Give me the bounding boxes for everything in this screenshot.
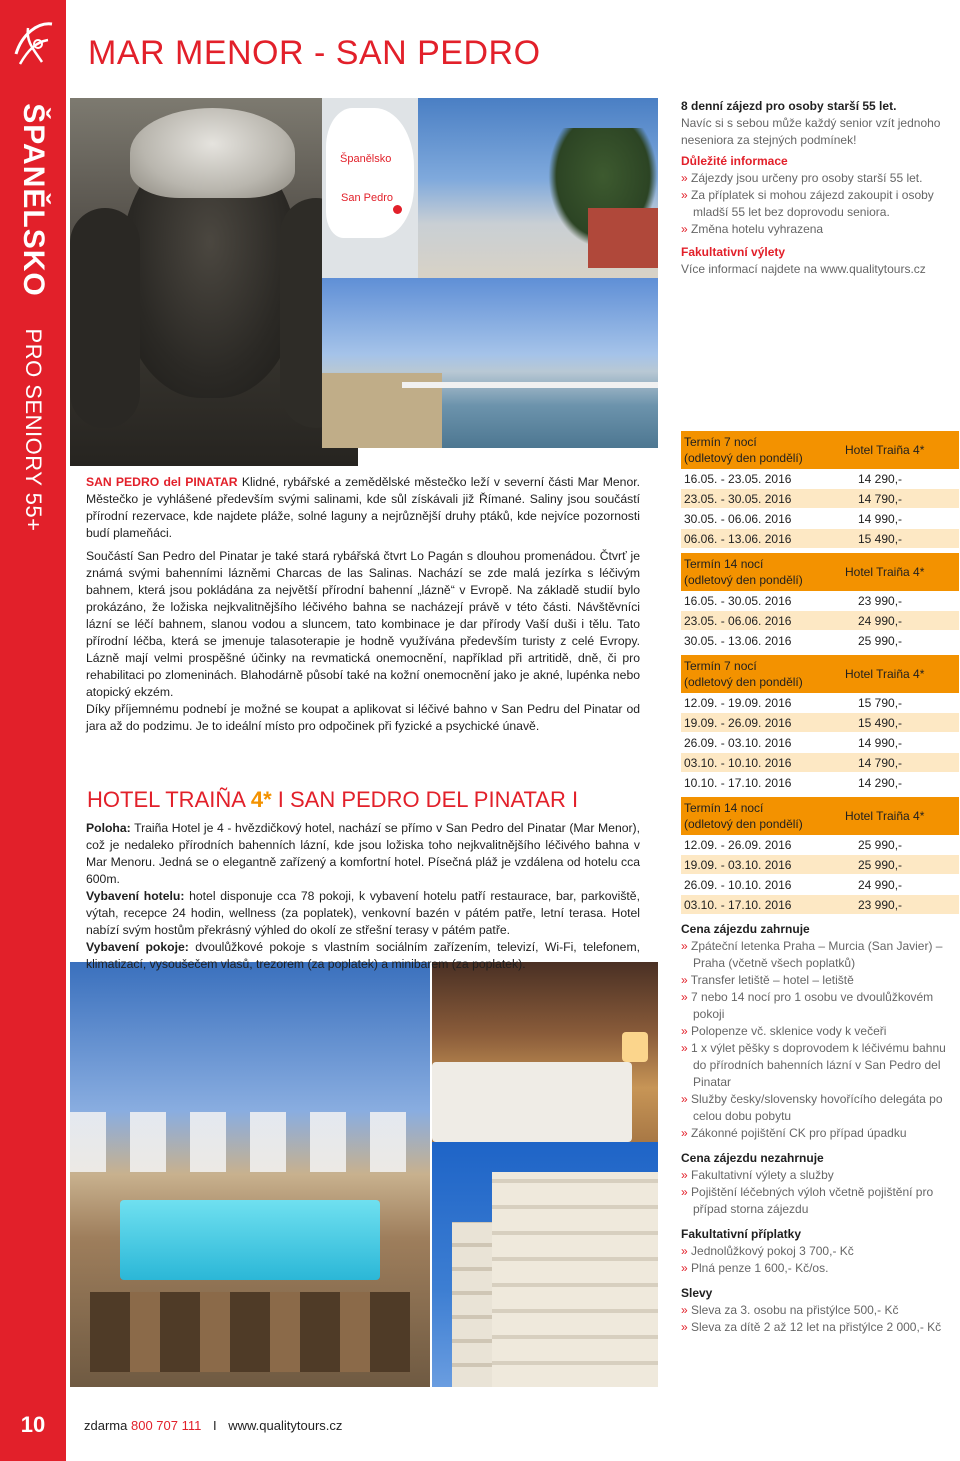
side-segment-label: PRO SENIORY 55+ xyxy=(21,328,46,532)
bullet-icon: » xyxy=(681,1303,692,1317)
hotel-title xyxy=(87,787,578,813)
hotel-building-photo xyxy=(432,1142,658,1387)
discounts-title: Slevy xyxy=(681,1286,713,1300)
table-row xyxy=(681,713,959,733)
row-date: 30.05. - 13.06. 2016 xyxy=(684,634,792,648)
price-table-rows xyxy=(681,591,959,651)
bullet-icon: » xyxy=(681,1320,692,1334)
room-amenities-text: dvoulůžkové pokoje s vlastním sociálním zařízením, televizí, Wi-Fi, telefonem, klimatizací, vysoušečem vlasů, trezorem (za poplatek) a minibarem (za poplatek). xyxy=(86,940,640,971)
list-item: » Zákonné pojištění CK pro případ úpadku xyxy=(681,1126,907,1140)
bullet-icon: » xyxy=(681,188,692,202)
list-item: » Sleva za 3. osobu na přistýlce 500,- Kč xyxy=(681,1303,899,1317)
row-date: 16.05. - 23.05. 2016 xyxy=(684,472,792,486)
list-item: » Fakultativní výlety a služby xyxy=(681,1168,834,1182)
list-item: » Transfer letiště – hotel – letiště xyxy=(681,973,854,987)
page-number: 10 xyxy=(20,1412,46,1437)
list-item: » Jednolůžkový pokoj 3 700,- Kč xyxy=(681,1244,854,1258)
bullet-icon: » xyxy=(681,939,692,953)
row-price: 25 990,- xyxy=(858,838,903,852)
row-price: 14 790,- xyxy=(858,492,903,506)
list-item: » Zájezdy jsou určeny pro osoby starší 55 let. xyxy=(681,171,923,185)
footer-separator: I xyxy=(212,1418,217,1433)
map-country-label: Španělsko xyxy=(340,153,392,165)
row-date: 12.09. - 26.09. 2016 xyxy=(684,838,792,852)
row-price: 25 990,- xyxy=(858,858,903,872)
important-info-title: Důležité informace xyxy=(681,154,788,168)
hotel-location-text: Traiña Hotel je 4 - hvězdičkový hotel, nachází se přímo v San Pedro del Pinatar (Mar Menor), což je nedaleko přírodních bahenních lázní, kde jsou ložiska toho nejkvalitnějšího léčivého bahna v Mar Menoru. Jedná se o elegantně zařízený a komfortní hotel. Písečná pláž je vzdálena od hotelu cca 600m. xyxy=(86,821,640,886)
table-row xyxy=(681,611,959,631)
destination-description xyxy=(86,474,640,741)
term-departure: (odletový den pondělí) xyxy=(684,451,803,465)
price-table-rows xyxy=(681,469,959,549)
intro-paragraph-2: Součástí San Pedro del Pinatar je také stará rybářská čtvrt Lo Pagán s dlouhou promenádou. Čtvrť je známá svými bahenními lázněmi Charcas de las Salinas. Nachází se zde malá jezírka s léčivým bahnem, která jsou pokládána za největší přírodní bahenní „lázně“ v Evropě. Na základě studií bylo prokázáno, že ložiska nejkvalitnějšího léčivého bahna se nacházejí právě v této části. Návštěvníci lázní se léčí bahnem, slanou vodou a sluncem, tato kombinace je dar přírody Vaší duši i tělu. Tato přírodní léčba, která se jmenuje talasoterapie je hodně využívána především turisty z celé Evropy. Lázně mají velmi prospěšné účinky na revmatická onemocnění, například při artritidě, dně, či pro rehabilitaci po zlomeninách. Blahodárně působí také na kožní onemocnění jako je akné, lupénka nebo atopický ekzém. xyxy=(86,549,640,699)
footer-phone[interactable]: 800 707 111 xyxy=(130,1418,202,1433)
list-item: » Plná penze 1 600,- Kč/os. xyxy=(681,1261,829,1275)
bullet-icon: » xyxy=(681,171,692,185)
row-price: 23 990,- xyxy=(858,594,903,608)
row-price: 14 790,- xyxy=(858,756,903,770)
row-price: 24 990,- xyxy=(858,614,903,628)
table-row xyxy=(681,509,959,529)
pier-sea-photo xyxy=(322,278,658,448)
term-label: Termín 7 nocí xyxy=(684,435,757,449)
footer-web-link[interactable]: www.qualitytours.cz xyxy=(228,1418,343,1433)
row-date: 26.09. - 03.10. 2016 xyxy=(684,736,792,750)
row-price: 15 790,- xyxy=(858,696,903,710)
bullet-icon: » xyxy=(681,1244,692,1258)
side-country-label: ŠPANĚLSKO xyxy=(17,103,50,297)
bullet-icon: » xyxy=(681,990,692,1004)
important-info-list xyxy=(681,170,959,238)
row-date: 10.10. - 17.10. 2016 xyxy=(684,776,792,790)
table-row xyxy=(681,895,959,915)
table-row xyxy=(681,855,959,875)
hotel-location-label: Poloha: xyxy=(86,821,131,835)
row-price: 15 490,- xyxy=(858,716,903,730)
table-row xyxy=(681,631,959,651)
price-table xyxy=(681,655,959,793)
row-date: 16.05. - 30.05. 2016 xyxy=(684,594,792,608)
excludes-list xyxy=(681,1167,959,1218)
list-item: » Sleva za dítě 2 až 12 let na přistýlce 2 000,- Kč xyxy=(681,1320,942,1334)
price-table-hotel: Hotel Traiña 4* xyxy=(845,809,925,823)
price-table-header xyxy=(681,431,959,469)
price-table-term xyxy=(684,556,803,588)
bullet-icon: » xyxy=(681,1041,692,1055)
price-table-term xyxy=(684,658,803,690)
term-label: Termín 14 nocí xyxy=(684,557,764,571)
hotel-location-paragraph xyxy=(86,820,640,888)
footer-prefix: zdarma xyxy=(84,1418,128,1433)
table-row xyxy=(681,835,959,855)
row-date: 30.05. - 06.06. 2016 xyxy=(684,512,792,526)
room-amenities-paragraph xyxy=(86,939,640,973)
bullet-icon: » xyxy=(681,222,692,236)
rooftop-pool-photo xyxy=(70,962,430,1387)
term-label: Termín 7 nocí xyxy=(684,659,757,673)
row-date: 26.09. - 10.10. 2016 xyxy=(684,878,792,892)
list-item: » Za příplatek si mohou zájezd zakoupit i osoby mladší 55 let bez doprovodu seniora. xyxy=(681,188,934,219)
hotel-description xyxy=(86,820,640,973)
price-table-hotel: Hotel Traiña 4* xyxy=(845,443,925,457)
room-amenities-label: Vybavení pokoje: xyxy=(86,940,189,954)
table-row xyxy=(681,773,959,793)
list-item: » Pojištění léčebných výloh včetně pojištění pro případ storna zájezdu xyxy=(681,1185,934,1216)
table-row xyxy=(681,753,959,773)
includes-title: Cena zájezdu zahrnuje xyxy=(681,922,810,936)
term-departure: (odletový den pondělí) xyxy=(684,573,803,587)
table-row xyxy=(681,875,959,895)
price-table xyxy=(681,797,959,915)
hotel-stars: 4* xyxy=(250,787,272,812)
footer xyxy=(84,1418,342,1433)
bullet-icon: » xyxy=(681,1168,692,1182)
price-table-term xyxy=(684,800,803,832)
list-item: » 7 nebo 14 nocí pro 1 osobu ve dvoulůžkovém pokoji xyxy=(681,990,934,1021)
excludes-title: Cena zájezdu nezahrnuje xyxy=(681,1151,824,1165)
map-location-marker-icon xyxy=(393,205,402,214)
intro-paragraph-3: Díky příjemnému podnebí je možné se koupat a aplikovat si léčivé bahno v San Pedru del Pinatar od jara až do podzimu. Je to ideální místo pro odpočinek při fyzické a psychické únavě. xyxy=(86,702,640,733)
bullet-icon: » xyxy=(681,1261,692,1275)
discounts-list xyxy=(681,1302,959,1336)
mud-bath-photo xyxy=(70,98,358,466)
row-price: 23 990,- xyxy=(858,898,903,912)
row-price: 14 290,- xyxy=(858,472,903,486)
row-date: 23.05. - 06.06. 2016 xyxy=(684,614,792,628)
price-table-hotel: Hotel Traiña 4* xyxy=(845,667,925,681)
row-price: 25 990,- xyxy=(858,634,903,648)
row-date: 06.06. - 13.06. 2016 xyxy=(684,532,792,546)
list-item: » Polopenze vč. sklenice vody k večeři xyxy=(681,1024,887,1038)
row-date: 12.09. - 19.09. 2016 xyxy=(684,696,792,710)
row-date: 03.10. - 10.10. 2016 xyxy=(684,756,792,770)
price-table-rows xyxy=(681,693,959,793)
row-price: 24 990,- xyxy=(858,878,903,892)
row-price: 15 490,- xyxy=(858,532,903,546)
row-price: 14 290,- xyxy=(858,776,903,790)
brand-logo-icon xyxy=(8,14,58,74)
price-table xyxy=(681,431,959,549)
price-table xyxy=(681,553,959,651)
price-table-hotel: Hotel Traiña 4* xyxy=(845,565,925,579)
price-table-term xyxy=(684,434,803,466)
table-row xyxy=(681,591,959,611)
trip-note: Navíc si s sebou může každý senior vzít jednoho neseniora za stejných podmínek! xyxy=(681,116,941,147)
intro-text-1: Klidné, rybářské a zemědělské městečko leží v severní části Mar Menor. Městečko je vyhlášené především svými salinami, kde sůl získávali již Římané. Saliny jsou součástí přírodní rezervace, kde najdete pláže, solné laguny a nejrůznější druhy ptáků, kde nejvíce pozornosti budí plameňáci. xyxy=(86,475,641,540)
table-row xyxy=(681,469,959,489)
optional-trips-title: Fakultativní výlety xyxy=(681,245,786,259)
row-date: 03.10. - 17.10. 2016 xyxy=(684,898,792,912)
list-item: » Služby česky/slovensky hovořícího delegáta po celou dobu pobytu xyxy=(681,1092,943,1123)
bullet-icon: » xyxy=(681,1024,692,1038)
list-item: » Zpáteční letenka Praha – Murcia (San Javier) – Praha (včetně všech poplatků) xyxy=(681,939,943,970)
trip-info xyxy=(681,98,959,278)
bullet-icon: » xyxy=(681,1092,692,1106)
row-date: 23.05. - 30.05. 2016 xyxy=(684,492,792,506)
hotel-amenities-label: Vybavení hotelu: xyxy=(86,889,185,903)
hotel-title-name: HOTEL TRAIÑA xyxy=(87,787,245,812)
term-departure: (odletový den pondělí) xyxy=(684,675,803,689)
row-date: 19.09. - 26.09. 2016 xyxy=(684,716,792,730)
spain-map xyxy=(322,98,418,278)
trip-headline: 8 denní zájezd pro osoby starší 55 let. xyxy=(681,99,897,113)
table-row xyxy=(681,529,959,549)
includes-section xyxy=(681,921,959,1336)
price-table-header xyxy=(681,655,959,693)
includes-list xyxy=(681,938,959,1142)
price-table-header xyxy=(681,797,959,835)
promenade-palms-photo xyxy=(418,98,658,278)
table-row xyxy=(681,693,959,713)
term-label: Termín 14 nocí xyxy=(684,801,764,815)
page-title: MAR MENOR - SAN PEDRO xyxy=(88,34,541,72)
map-city-label: San Pedro xyxy=(341,192,393,204)
table-row xyxy=(681,489,959,509)
surcharges-list xyxy=(681,1243,959,1277)
table-row xyxy=(681,733,959,753)
optional-trips-text: Více informací najdete na www.qualitytours.cz xyxy=(681,262,926,276)
intro-lead: SAN PEDRO del PINATAR xyxy=(86,475,238,489)
bullet-icon: » xyxy=(681,1126,692,1140)
row-price: 14 990,- xyxy=(858,736,903,750)
hotel-amenities-text: hotel disponuje cca 78 pokoji, k vybavení hotelu patří restaurace, bar, parkoviště, výtah, recepce 24 hodin, wellness (za poplatek), venkovní bazén v pátém patře, letní terasa. Hotel nabízí svým hostům překrásný výhled do okolí ze střešní terasy v pátém patře. xyxy=(86,889,640,937)
row-price: 14 990,- xyxy=(858,512,903,526)
hotel-title-location: I SAN PEDRO DEL PINATAR I xyxy=(277,787,579,812)
hotel-amenities-paragraph xyxy=(86,888,640,939)
intro-paragraph-1 xyxy=(86,474,640,542)
list-item: » 1 x výlet pěšky s doprovodem k léčivému bahnu do přírodních bahenních lázní v San Pedro del Pinatar xyxy=(681,1041,946,1089)
price-table-header xyxy=(681,553,959,591)
hotel-room-photo xyxy=(432,962,658,1142)
price-table-rows xyxy=(681,835,959,915)
bullet-icon: » xyxy=(681,1185,692,1199)
list-item: » Změna hotelu vyhrazena xyxy=(681,222,824,236)
surcharges-title: Fakultativní příplatky xyxy=(681,1227,802,1241)
bullet-icon: » xyxy=(681,973,691,987)
term-departure: (odletový den pondělí) xyxy=(684,817,803,831)
row-date: 19.09. - 03.10. 2016 xyxy=(684,858,792,872)
